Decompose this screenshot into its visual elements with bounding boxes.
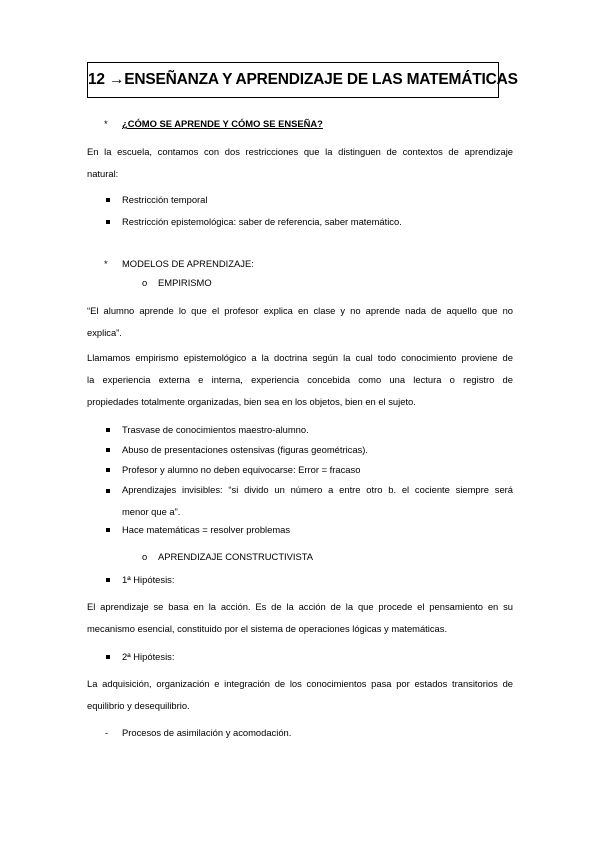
bullet-square [106,578,110,582]
paragraph-line: mecanismo esencial, constituido por el sistema de operaciones lógicas y matemáticas. [87,623,448,634]
bullet-square [106,489,110,493]
section-heading: MODELOS DE APRENDIZAJE: [122,258,254,269]
page-title: 12 →ENSEÑANZA Y APRENDIZAJE DE LAS MATEMÁTICAS [88,71,518,88]
bullet-square [106,448,110,452]
bullet-square [106,428,110,432]
hypothesis-label: 1ª Hipótesis: [122,574,175,585]
bullet-square [106,198,110,202]
bullet-square [106,220,110,224]
paragraph-line: natural: [87,168,119,179]
bullet-square [106,655,110,659]
list-item: Trasvase de conocimientos maestro-alumno. [122,424,309,435]
subsection-heading: APRENDIZAJE CONSTRUCTIVISTA [158,551,314,562]
list-item: Profesor y alumno no deben equivocarse: Error = fracaso [122,464,361,475]
hypothesis2-paragraph [87,673,513,717]
circle-marker: o [142,277,148,288]
paragraph-line: explica”. [87,327,122,338]
paragraph-line: “El alumno aprende lo que el profesor explica en clase y no aprende nada de aquello que no [87,305,513,316]
subsection-heading: EMPIRISMO [158,277,212,288]
bullet-square [106,528,110,532]
list-item: Hace matemáticas = resolver problemas [122,524,291,535]
paragraph-line: propiedades totalmente organizadas, bien sea en los objetos, bien en el sujeto. [87,396,416,407]
list-item: Procesos de asimilación y acomodación. [122,727,292,738]
paragraph-line: Aprendizajes invisibles: “si divido un número a entre otro b. el cociente siempre será [122,484,513,495]
hypothesis-label: 2ª Hipótesis: [122,651,175,662]
list-item: Abuso de presentaciones ostensivas (figuras geométricas). [122,444,368,455]
title-box [87,62,518,98]
asterisk-marker: * [104,258,108,269]
circle-marker: o [142,551,148,562]
paragraph-line: la experiencia externa e interna, experiencia concebida como una lectura o registro de [87,374,513,385]
empirismo-paragraph [87,347,513,413]
paragraph-line: equilibrio y desequilibrio. [87,700,190,711]
list-item: Restricción temporal [122,194,208,205]
list-item: Restricción epistemológica: saber de referencia, saber matemático. [122,216,402,227]
hypothesis1-paragraph [87,596,513,640]
asterisk-marker: * [104,118,108,129]
paragraph-line: El aprendizaje se basa en la acción. Es de la acción de la que procede el pensamiento en su [87,601,513,612]
paragraph-line: La adquisición, organización e integración de los conocimientos pasa por estados transitorios de [87,678,513,689]
paragraph-line: Llamamos empirismo epistemológico a la doctrina según la cual todo conocimiento proviene de [87,352,513,363]
paragraph-line: En la escuela, contamos con dos restricciones que la distinguen de contextos de aprendizaje [87,146,513,157]
quote-paragraph [87,300,513,344]
list-item-multiline [122,479,513,523]
dash-marker: - [105,727,109,738]
intro-paragraph [87,141,513,185]
section-heading: ¿CÓMO SE APRENDE Y CÓMO SE ENSEÑA? [122,118,323,129]
paragraph-line: menor que a”. [122,506,181,517]
bullet-square [106,468,110,472]
